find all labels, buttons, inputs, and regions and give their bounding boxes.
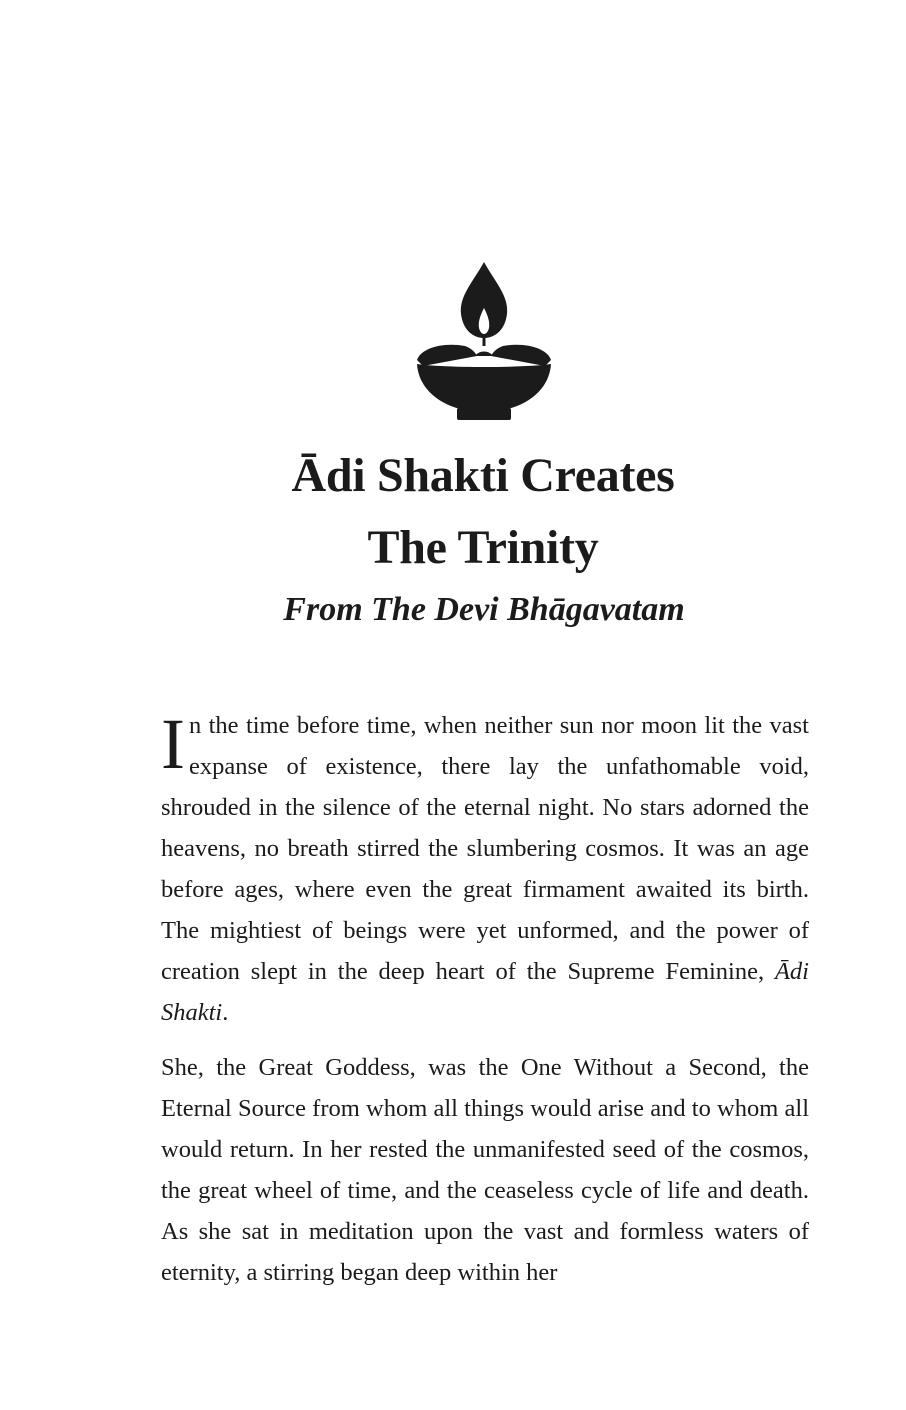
drop-cap: I (161, 704, 185, 784)
paragraph-2: She, the Great Goddess, was the One Without a Second, the Eternal Source from whom all things would arise and to whom all would return. In her rested the unmanifested seed of the cosmos, the great wheel of time, and the ceaseless cycle of life and death. As she sat in meditation upon the vast and formless waters of eternity, a stirring began deep within her (161, 1054, 809, 1286)
diya-lamp-icon (413, 260, 555, 422)
paragraph-1-text: n the time before time, when neither sun nor moon lit the vast expanse of existence, there lay the unfathomable void, shrouded in the silence of the eternal night. No stars adorned the heavens, no breath stirred the slumbering cosmos. It was an age before ages, where even the great firmament awaited its birth. The mightiest of beings were yet unformed, and the power of creation slept in the deep heart of the Supreme Feminine, (161, 712, 809, 985)
chapter-title-line2: The Trinity (367, 521, 599, 574)
paragraph-1-italic: Ādi Shakti (161, 958, 809, 1026)
paragraph-1-end: . (222, 999, 229, 1026)
paragraph-1 (161, 705, 809, 1033)
chapter-title (0, 440, 906, 584)
chapter-title-line1: Ādi Shakti Creates (291, 449, 675, 502)
chapter-subtitle: From The Devi Bhāgavatam (283, 591, 685, 628)
body-text (161, 705, 809, 1293)
